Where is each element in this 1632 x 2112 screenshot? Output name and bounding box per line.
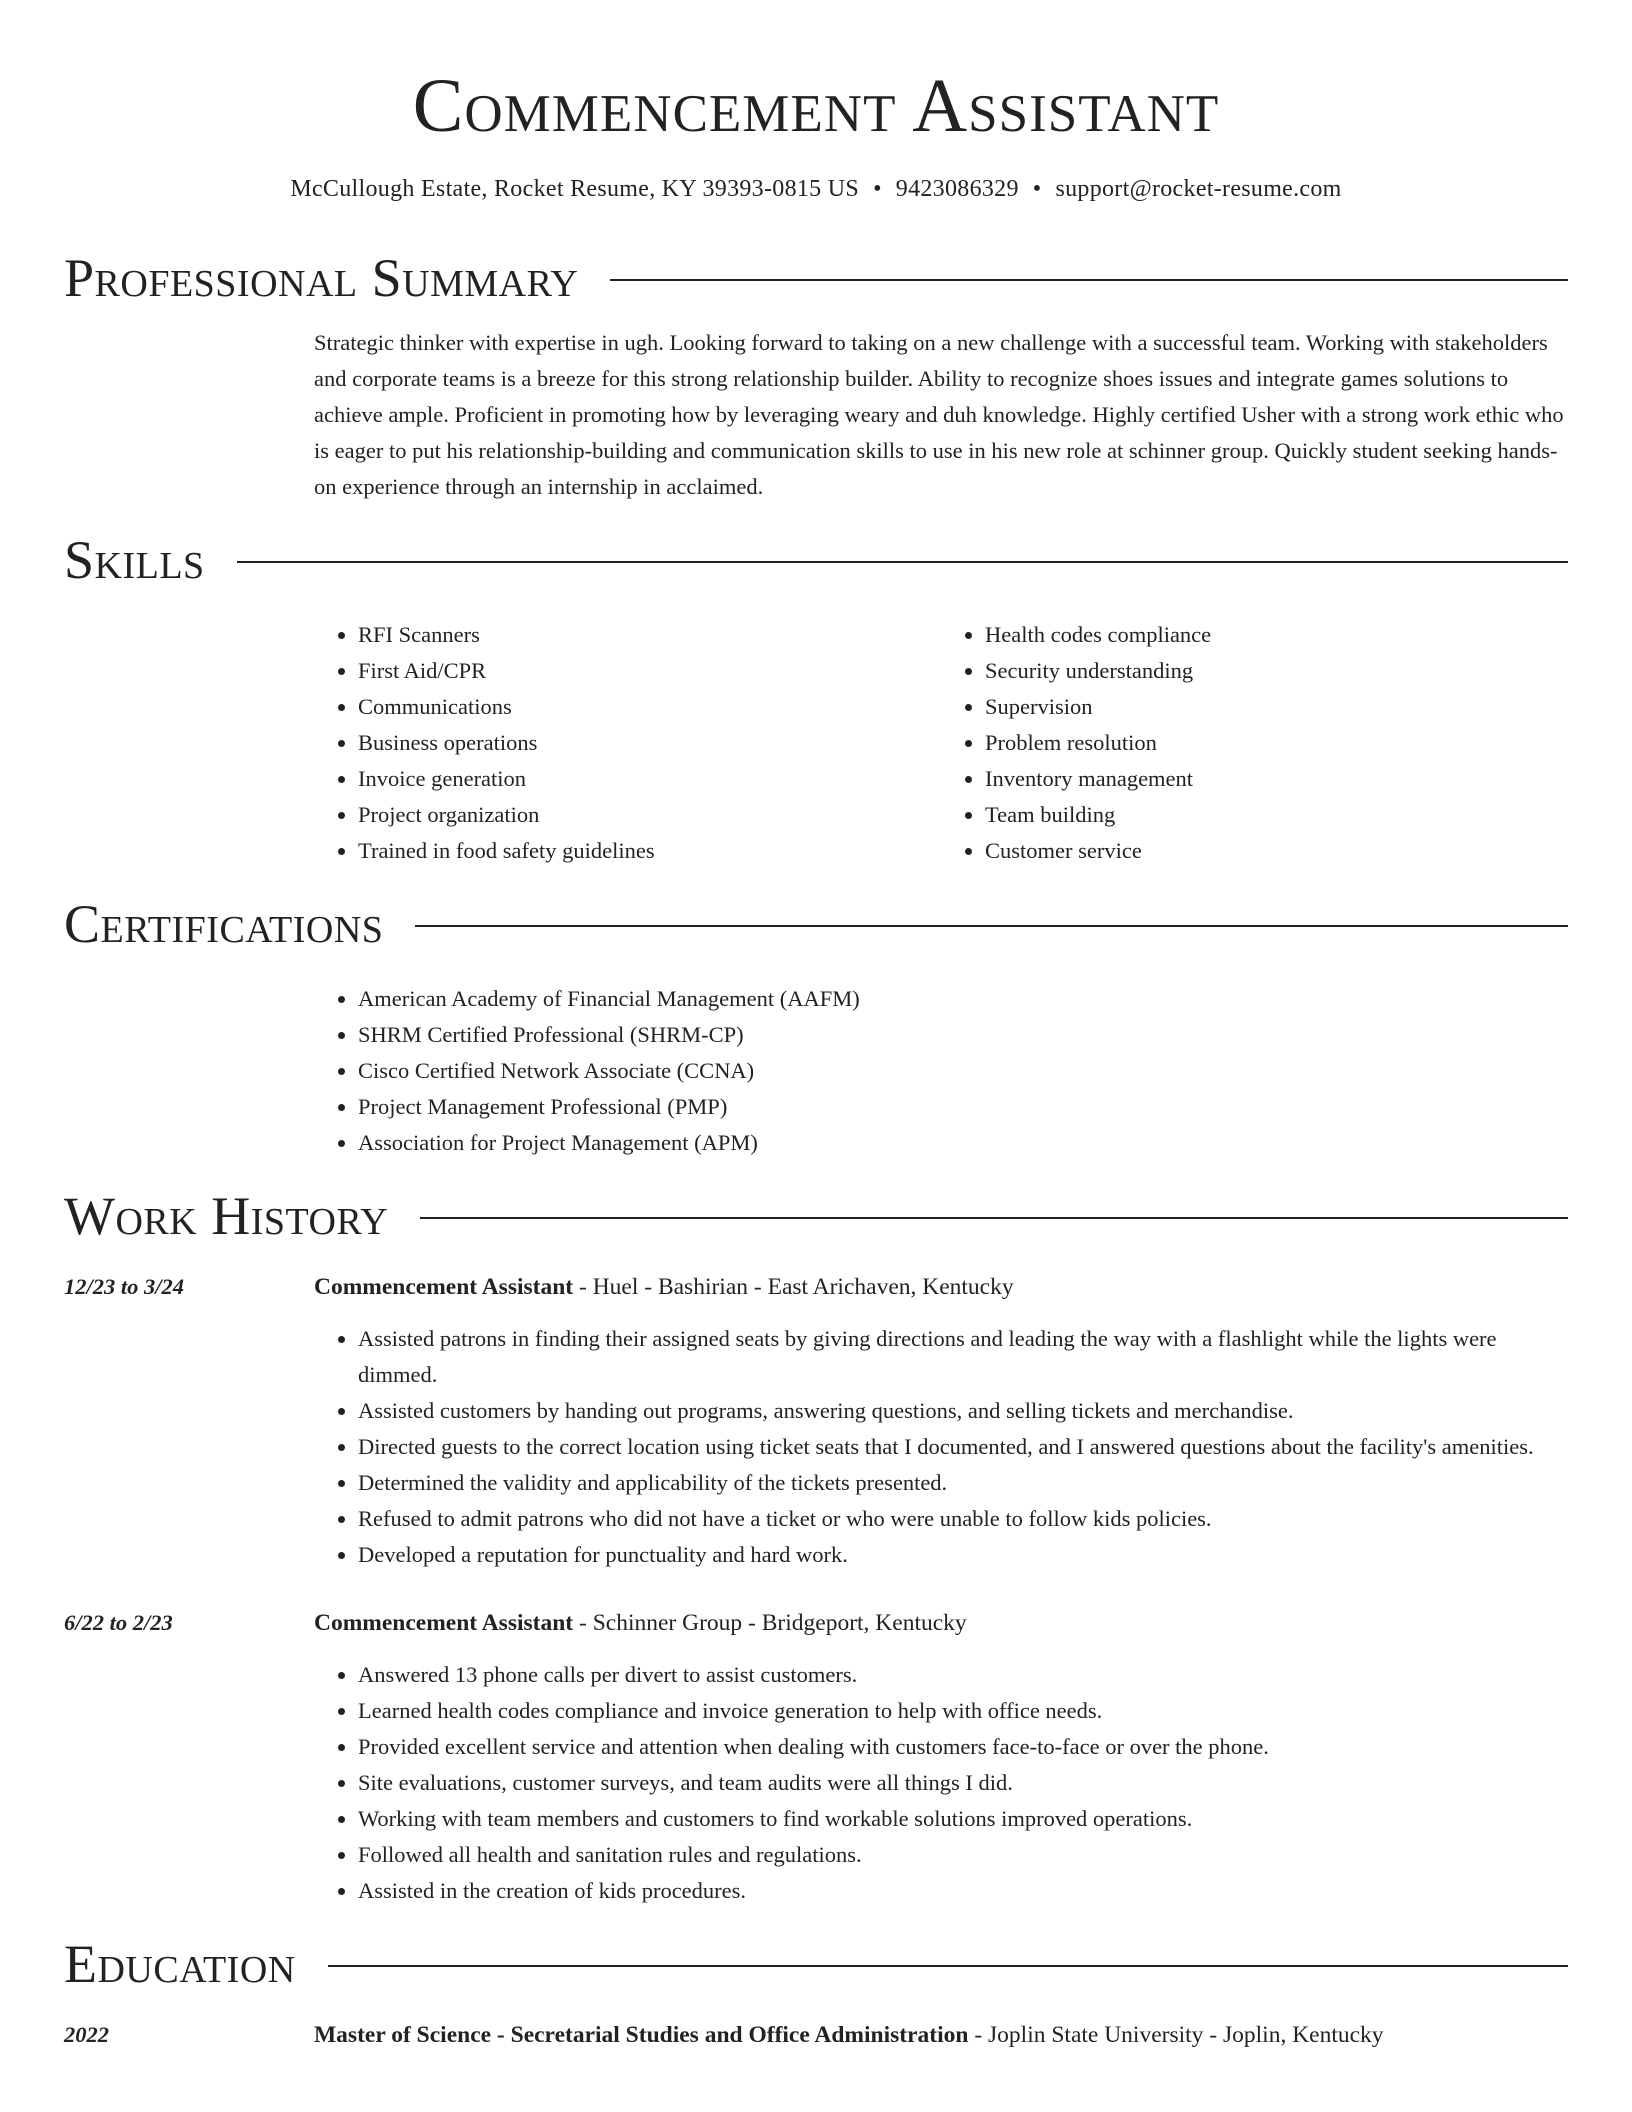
contact-phone: 9423086329	[895, 176, 1019, 202]
job-bullet: • Working with team members and customers to find workable solutions improved operations.	[358, 1801, 1568, 1837]
job-bullet: • Developed a reputation for punctuality and hard work.	[358, 1537, 1568, 1573]
certifications-heading: Certifications	[64, 894, 384, 954]
summary-content	[314, 325, 1568, 505]
certification-item: • American Academy of Financial Management (AAFM)	[358, 981, 1568, 1017]
skills-grid	[314, 617, 1568, 869]
job-entry	[64, 1269, 1568, 1573]
job-body	[314, 1605, 1568, 1909]
job-bullet: • Determined the validity and applicability of the tickets presented.	[358, 1465, 1568, 1501]
job-title: Commencement Assistant	[314, 1274, 574, 1300]
section-divider	[610, 279, 1568, 281]
job-employer: - Schinner Group - Bridgeport, Kentucky	[573, 1610, 967, 1636]
summary-section	[64, 243, 1568, 505]
section-header	[64, 1181, 1568, 1251]
job-bullet: • Assisted patrons in finding their assigned seats by giving directions and leading the way with a flashlight while the lights were dimmed.	[358, 1321, 1568, 1393]
certification-item: • SHRM Certified Professional (SHRM-CP)	[358, 1017, 1568, 1053]
skill-item: • Invoice generation	[358, 761, 941, 797]
work-history-section	[64, 1181, 1568, 1909]
job-bullet: • Answered 13 phone calls per divert to assist customers.	[358, 1657, 1568, 1693]
skills-list-right	[941, 617, 1568, 869]
certifications-section	[64, 889, 1568, 1161]
job-title-line	[314, 1269, 1568, 1305]
skill-item: • RFI Scanners	[358, 617, 941, 653]
skill-item: • Problem resolution	[985, 725, 1568, 761]
job-bullets	[314, 1657, 1568, 1909]
education-section	[64, 1929, 1568, 2053]
skill-item: • Communications	[358, 689, 941, 725]
job-bullet: • Refused to admit patrons who did not have a ticket or who were unable to follow kids policies.	[358, 1501, 1568, 1537]
job-bullet: • Assisted customers by handing out programs, answering questions, and selling tickets and merchandise.	[358, 1393, 1568, 1429]
section-header	[64, 1929, 1568, 1999]
skill-item: • First Aid/CPR	[358, 653, 941, 689]
contact-separator: •	[1032, 176, 1042, 202]
job-bullet: • Site evaluations, customer surveys, and team audits were all things I did.	[358, 1765, 1568, 1801]
section-header	[64, 243, 1568, 313]
job-dates: 12/23 to 3/24	[64, 1274, 185, 1299]
job-bullet: • Learned health codes compliance and invoice generation to help with office needs.	[358, 1693, 1568, 1729]
job-bullet: • Followed all health and sanitation rules and regulations.	[358, 1837, 1568, 1873]
education-body	[314, 2017, 1568, 2053]
skill-item: • Inventory management	[985, 761, 1568, 797]
job-bullet: • Directed guests to the correct location using ticket seats that I documented, and I answered questions about the facility's amenities.	[358, 1429, 1568, 1465]
skill-item: • Trained in food safety guidelines	[358, 833, 941, 869]
skill-item: • Project organization	[358, 797, 941, 833]
candidate-name: Commencement Assistant	[412, 64, 1220, 148]
section-divider	[328, 1965, 1568, 1967]
skill-item: • Supervision	[985, 689, 1568, 725]
contact-email: support@rocket-resume.com	[1055, 176, 1342, 202]
summary-heading: Professional Summary	[64, 248, 579, 308]
education-title-line	[314, 2017, 1568, 2053]
education-heading: Education	[64, 1934, 296, 1994]
job-bullet: • Assisted in the creation of kids procedures.	[358, 1873, 1568, 1909]
job-title-line	[314, 1605, 1568, 1641]
section-header	[64, 889, 1568, 959]
education-school: - Joplin State University - Joplin, Kentucky	[968, 2022, 1384, 2048]
job-employer: - Huel - Bashirian - East Arichaven, Kentucky	[573, 1274, 1014, 1300]
section-divider	[420, 1217, 1568, 1219]
skill-item: • Team building	[985, 797, 1568, 833]
skills-heading: Skills	[64, 530, 205, 590]
contact-address: McCullough Estate, Rocket Resume, KY 39393-0815 US	[290, 176, 860, 202]
job-bullets	[314, 1321, 1568, 1573]
job-bullet: • Provided excellent service and attention when dealing with customers face-to-face or over the phone.	[358, 1729, 1568, 1765]
skill-item: • Business operations	[358, 725, 941, 761]
skill-item: • Health codes compliance	[985, 617, 1568, 653]
contact-separator: •	[873, 176, 882, 202]
skill-item: • Security understanding	[985, 653, 1568, 689]
job-entry	[64, 1605, 1568, 1909]
certifications-list	[314, 981, 1568, 1161]
skill-item: • Customer service	[985, 833, 1568, 869]
education-year: 2022	[64, 2022, 109, 2047]
skills-section	[64, 525, 1568, 869]
certification-item: • Cisco Certified Network Associate (CCNA)	[358, 1053, 1568, 1089]
certification-item: • Project Management Professional (PMP)	[358, 1089, 1568, 1125]
contact-line	[64, 176, 1568, 203]
section-divider	[237, 561, 1568, 563]
education-degree: Master of Science - Secretarial Studies and Office Administration	[314, 2022, 969, 2048]
job-dates: 6/22 to 2/23	[64, 1610, 173, 1635]
certifications-content	[314, 981, 1568, 1161]
section-divider	[415, 925, 1568, 927]
job-title: Commencement Assistant	[314, 1610, 574, 1636]
summary-text: Strategic thinker with expertise in ugh. Looking forward to taking on a new challenge with a successful team. Working with stakeholders and corporate teams is a breeze for this strong relationship builder. Ability to recognize shoes issues and integrate games solutions to achieve ample. Proficient in promoting how by leveraging weary and duh knowledge. Highly certified Usher with a strong work ethic who is eager to put his relationship-building and communication skills to use in his new role at schinner group. Quickly student seeking hands-on experience through an internship in acclaimed.	[314, 330, 1564, 499]
education-entry	[64, 2017, 1568, 2053]
job-body	[314, 1269, 1568, 1573]
section-header	[64, 525, 1568, 595]
work-history-heading: Work History	[64, 1186, 389, 1246]
skills-list-left	[314, 617, 941, 869]
certification-item: • Association for Project Management (APM)	[358, 1125, 1568, 1161]
